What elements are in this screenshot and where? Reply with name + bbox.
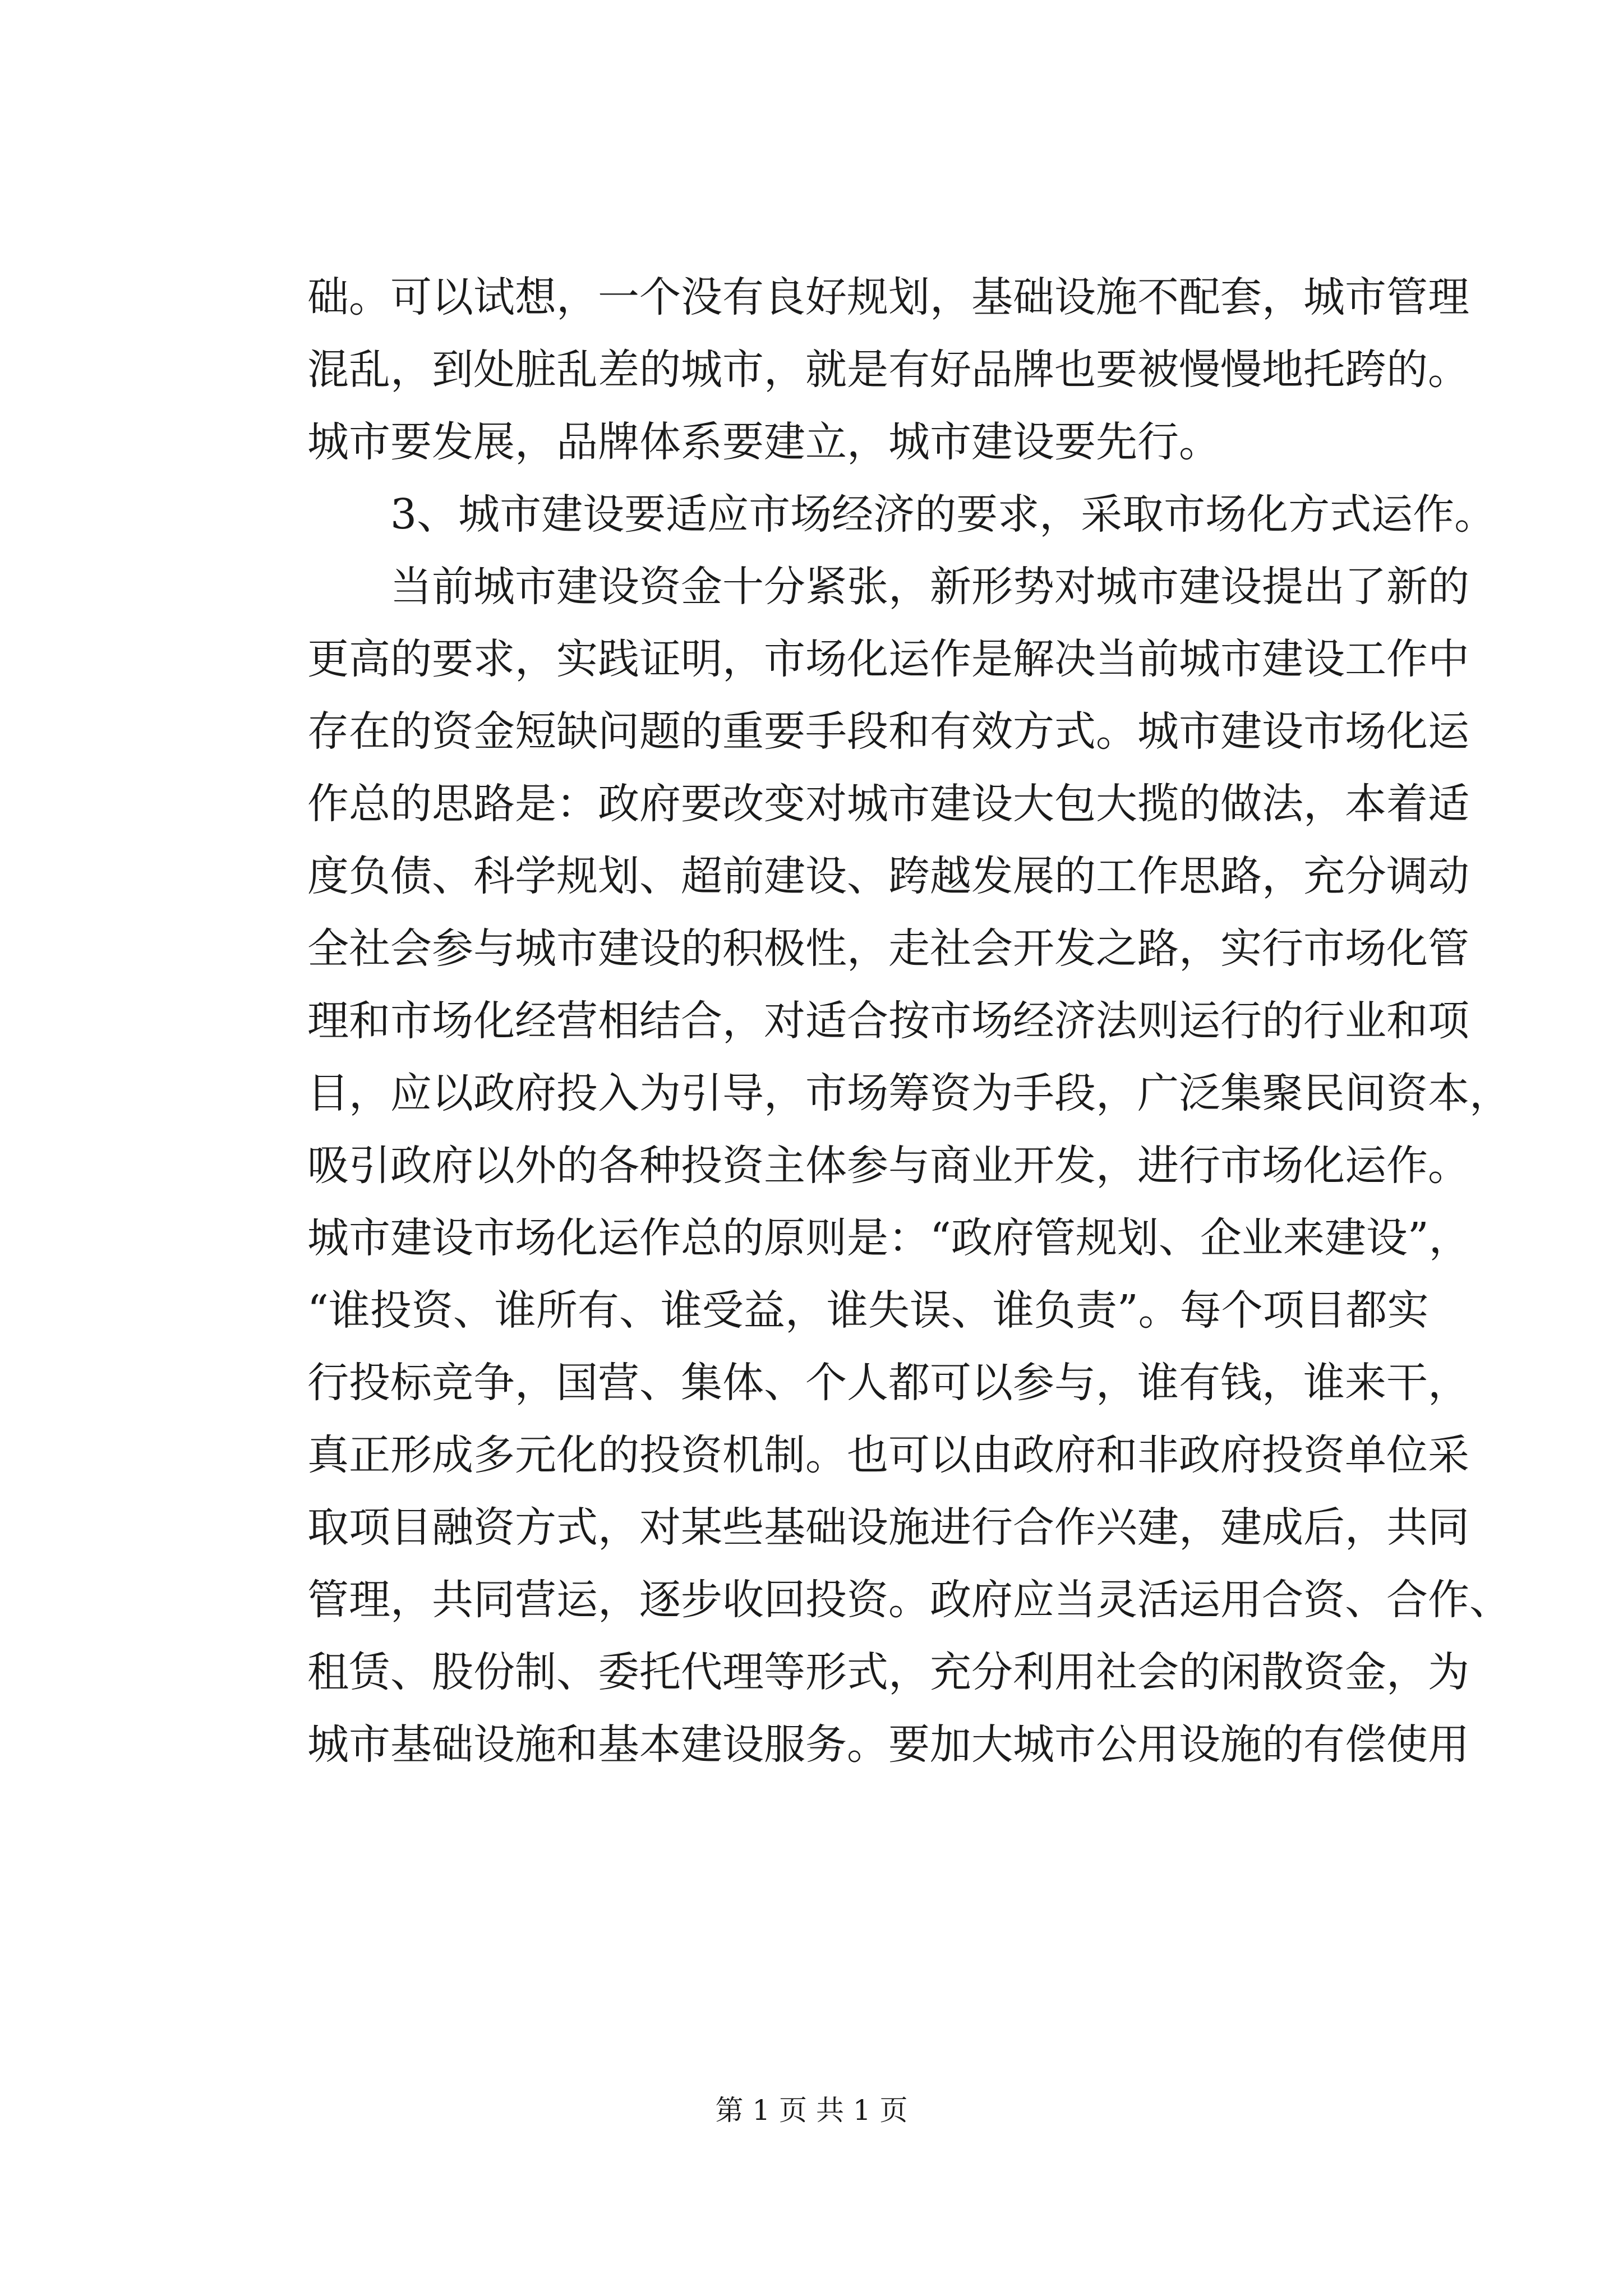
text-line: 租赁、股份制、委托代理等形式，充分利用社会的闲散资金，为 bbox=[307, 1648, 1469, 1696]
text-line: “谁投资、谁所有、谁受益，谁失误、谁负责”。每个项目都实 bbox=[307, 1286, 1429, 1335]
text-line: 度负债、科学规划、超前建设、跨越发展的工作思路，充分调动 bbox=[307, 852, 1469, 900]
text-line: 吸引政府以外的各种投资主体参与商业开发，进行市场化运作。 bbox=[307, 1142, 1469, 1190]
text-line: 理和市场化经营相结合，对适合按市场经济法则运行的行业和项 bbox=[307, 997, 1469, 1045]
text-line: 当前城市建设资金十分紧张，新形势对城市建设提出了新的 bbox=[390, 563, 1469, 611]
text-line: 城市要发展，品牌体系要建立，城市建设要先行。 bbox=[307, 418, 1220, 466]
text-line: 真正形成多元化的投资机制。也可以由政府和非政府投资单位采 bbox=[307, 1431, 1469, 1479]
text-line: 管理，共同营运，逐步收回投资。政府应当灵活运用合资、合作、 bbox=[307, 1576, 1511, 1624]
text-line: 取项目融资方式，对某些基础设施进行合作兴建，建成后，共同 bbox=[307, 1503, 1469, 1552]
page-number-footer: 第 1 页 共 1 页 bbox=[715, 2094, 908, 2127]
text-line: 全社会参与城市建设的积极性，走社会开发之路，实行市场化管 bbox=[307, 924, 1469, 973]
text-line: 城市基础设施和基本建设服务。要加大城市公用设施的有偿使用 bbox=[307, 1720, 1469, 1769]
body-text bbox=[307, 261, 1511, 1781]
text-line: 城市建设市场化运作总的原则是：“政府管规划、企业来建设”， bbox=[307, 1214, 1470, 1262]
text-line: 作总的思路是：政府要改变对城市建设大包大揽的做法，本着适 bbox=[307, 780, 1469, 828]
text-line: 存在的资金短缺问题的重要手段和有效方式。城市建设市场化运 bbox=[307, 707, 1469, 756]
text-line: 混乱，到处脏乱差的城市，就是有好品牌也要被慢慢地托跨的。 bbox=[307, 346, 1469, 394]
text-line: 行投标竞争，国营、集体、个人都可以参与，谁有钱，谁来干， bbox=[307, 1359, 1469, 1407]
section-heading: 3、城市建设要适应市场经济的要求，采取市场化方式运作。 bbox=[390, 490, 1496, 539]
text-line: 础。可以试想，一个没有良好规划，基础设施不配套，城市管理 bbox=[307, 273, 1469, 321]
text-line: 更高的要求，实践证明，市场化运作是解决当前城市建设工作中 bbox=[307, 635, 1469, 683]
text-line: 目，应以政府投入为引导，市场筹资为手段，广泛集聚民间资本， bbox=[307, 1069, 1511, 1117]
